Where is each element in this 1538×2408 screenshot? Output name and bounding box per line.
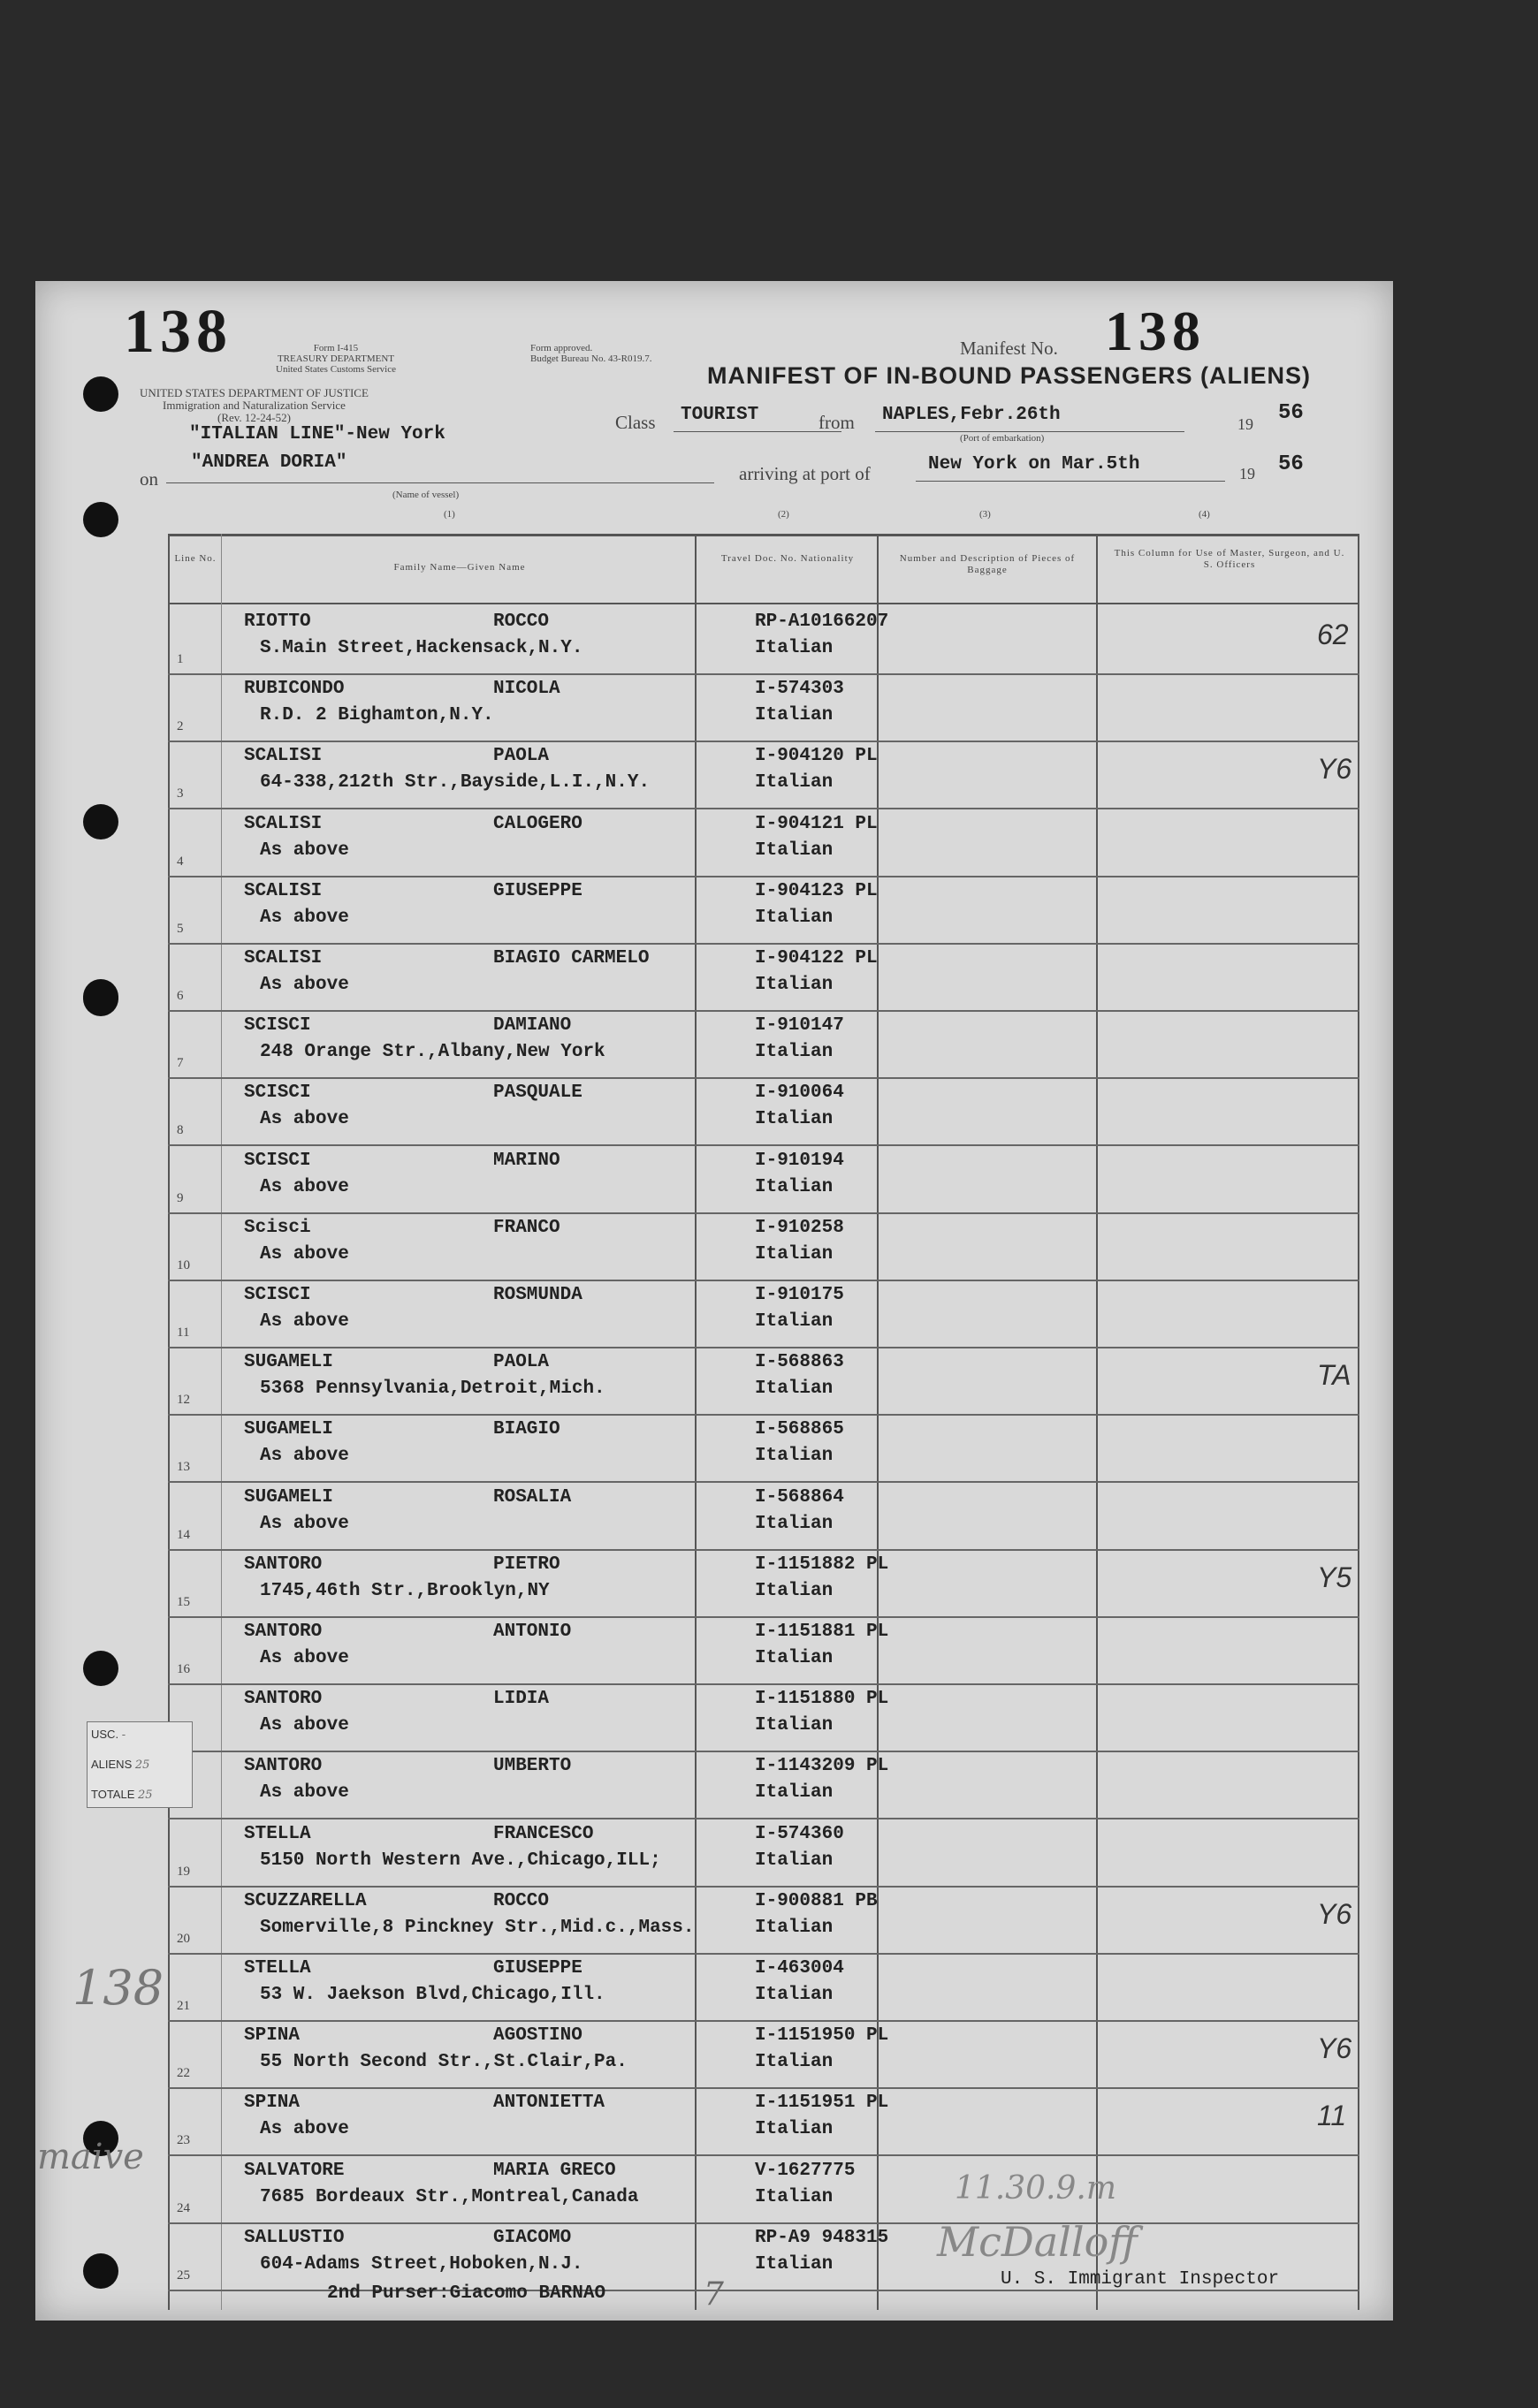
given-name: ANTONIO xyxy=(493,1622,572,1642)
travel-doc-number: I-910064 xyxy=(755,1082,844,1104)
address: As above xyxy=(260,1513,349,1534)
line-number: 11 xyxy=(177,1326,190,1340)
nationality: Italian xyxy=(755,839,834,861)
line-number: 1 xyxy=(177,652,184,666)
manifest-number-left: 138 xyxy=(124,298,232,366)
given-name: FRANCESCO xyxy=(493,1823,594,1844)
family-name: SANTORO xyxy=(244,1689,323,1710)
officer-note: 62 xyxy=(1317,619,1349,650)
line-number: 7 xyxy=(177,1056,184,1071)
given-name: GIUSEPPE xyxy=(493,1958,582,1979)
line-number: 14 xyxy=(177,1527,190,1542)
line-number: 3 xyxy=(177,786,184,801)
col-num-1: (1) xyxy=(444,509,455,520)
address: As above xyxy=(260,1782,349,1804)
manifest-label: Manifest No. xyxy=(960,338,1058,359)
family-name: STELLA xyxy=(244,1823,311,1844)
officer-note: Y5 xyxy=(1317,1561,1352,1593)
passenger-row xyxy=(168,1280,1359,1348)
purser-line: 2nd Purser:Giacomo BARNAO xyxy=(327,2283,606,2304)
address: 248 Orange Str.,Albany,New York xyxy=(260,1042,605,1063)
binder-hole xyxy=(83,2253,118,2289)
passenger-row xyxy=(168,606,1359,675)
ins-service: Immigration and Naturalization Service xyxy=(163,399,346,412)
officer-note: Y6 xyxy=(1317,753,1352,786)
budget-bureau-line: Budget Bureau No. 43-R019.7. xyxy=(530,353,652,364)
passenger-row xyxy=(168,1145,1359,1214)
address: 604-Adams Street,Hoboken,N.J. xyxy=(260,2253,583,2275)
travel-doc-number: I-568863 xyxy=(755,1352,844,1373)
given-name: BIAGIO xyxy=(493,1419,560,1440)
nationality: Italian xyxy=(755,1109,834,1130)
manifest-page xyxy=(35,281,1393,2321)
nationality: Italian xyxy=(755,1715,834,1736)
given-name: MARINO xyxy=(493,1150,560,1171)
travel-doc-number: I-574360 xyxy=(755,1823,844,1844)
arrival-value: New York on Mar.5th xyxy=(928,454,1140,475)
year-2: 56 xyxy=(1278,452,1304,476)
travel-doc-number: I-910258 xyxy=(755,1217,844,1238)
inspector-signature: McDalloff xyxy=(937,2218,1138,2266)
family-name: SPINA xyxy=(244,2025,301,2047)
usc-value: - xyxy=(121,1728,126,1742)
treasury-dept: TREASURY DEPARTMENT xyxy=(277,353,395,364)
line-number: 20 xyxy=(177,1931,190,1946)
nationality: Italian xyxy=(755,1446,834,1467)
address: As above xyxy=(260,1648,349,1668)
nationality: Italian xyxy=(755,772,834,794)
travel-doc-number: I-910194 xyxy=(755,1150,844,1171)
line-number: 10 xyxy=(177,1257,190,1272)
family-name: SPINA xyxy=(244,2093,301,2114)
binder-hole xyxy=(83,376,118,412)
nationality: Italian xyxy=(755,1648,834,1668)
col-header-travel-doc: Travel Doc. No. Nationality xyxy=(720,553,855,564)
binder-hole xyxy=(83,979,118,1014)
passenger-row xyxy=(168,1010,1359,1079)
passenger-row xyxy=(168,876,1359,945)
nationality: Italian xyxy=(755,705,834,726)
family-name: SCISCI xyxy=(244,1150,311,1171)
total-value: 25 xyxy=(138,1789,153,1802)
col-header-name: Family Name—Given Name xyxy=(393,562,526,573)
travel-doc-number: I-1151880 PL xyxy=(755,1689,889,1710)
passenger-row xyxy=(168,1683,1359,1752)
nationality: Italian xyxy=(755,1985,834,2005)
line-number: 12 xyxy=(177,1393,190,1408)
address: As above xyxy=(260,1176,349,1197)
year-1: 56 xyxy=(1278,401,1304,425)
address: R.D. 2 Bighamton,N.Y. xyxy=(260,705,494,726)
col-num-4: (4) xyxy=(1199,509,1210,520)
family-name: SALVATORE xyxy=(244,2160,345,2181)
travel-doc-number: RP-A10166207 xyxy=(755,611,889,632)
vessel-name: "ANDREA DORIA" xyxy=(191,452,347,473)
given-name: ROCCO xyxy=(493,1890,550,1911)
year-prefix-2: 19 xyxy=(1239,465,1255,482)
family-name: RIOTTO xyxy=(244,611,311,632)
binder-hole xyxy=(83,1651,118,1686)
travel-doc-number: I-910175 xyxy=(755,1285,844,1305)
aliens-value: 25 xyxy=(134,1759,150,1772)
class-value: TOURIST xyxy=(681,405,759,425)
given-name: DAMIANO xyxy=(493,1015,572,1037)
margin-note-word: maive xyxy=(37,2137,144,2177)
travel-doc-number: I-900881 PB xyxy=(755,1890,878,1911)
form-approved xyxy=(530,343,651,364)
travel-doc-number: I-1151881 PL xyxy=(755,1622,889,1642)
given-name: UMBERTO xyxy=(493,1756,572,1777)
nationality: Italian xyxy=(755,1782,834,1804)
usc-label: USC. xyxy=(91,1728,119,1741)
family-name: SCUZZARELLA xyxy=(244,1890,367,1911)
purser-mark: 7 xyxy=(704,2276,724,2313)
travel-doc-number: V-1627775 xyxy=(755,2160,856,2181)
passenger-row xyxy=(168,741,1359,809)
line-number: 22 xyxy=(177,2066,190,2081)
address: 1745,46th Str.,Brooklyn,NY xyxy=(260,1580,550,1601)
passenger-row xyxy=(168,943,1359,1012)
given-name: CALOGERO xyxy=(493,813,582,834)
passenger-row xyxy=(168,1347,1359,1416)
binder-hole xyxy=(83,804,118,839)
given-name: FRANCO xyxy=(493,1217,560,1238)
line-number: 8 xyxy=(177,1123,184,1138)
given-name: LIDIA xyxy=(493,1689,550,1710)
address: 5150 North Western Ave.,Chicago,ILL; xyxy=(260,1850,661,1871)
nationality: Italian xyxy=(755,2186,834,2207)
travel-doc-number: I-904123 PL xyxy=(755,880,878,901)
given-name: GIUSEPPE xyxy=(493,880,582,901)
revision-date: (Rev. 12-24-52) xyxy=(217,411,291,424)
officer-note: TA xyxy=(1317,1359,1351,1392)
year-prefix-1: 19 xyxy=(1237,415,1253,433)
line-number: 15 xyxy=(177,1594,190,1609)
nationality: Italian xyxy=(755,1176,834,1197)
col-num-2: (2) xyxy=(778,509,789,520)
nationality: Italian xyxy=(755,975,834,995)
address: As above xyxy=(260,2119,349,2140)
family-name: SCISCI xyxy=(244,1015,311,1037)
address: 64-338,212th Str.,Bayside,L.I.,N.Y. xyxy=(260,772,651,794)
family-name: SUGAMELI xyxy=(244,1352,333,1373)
line-number: 19 xyxy=(177,1864,190,1879)
travel-doc-number: I-463004 xyxy=(755,1958,844,1979)
vessel-caption: (Name of vessel) xyxy=(392,490,460,500)
col-header-line-no: Line No. xyxy=(174,553,217,564)
line-number: 6 xyxy=(177,989,184,1003)
family-name: SCISCI xyxy=(244,1082,311,1104)
given-name: PIETRO xyxy=(493,1553,560,1575)
family-name: SALLUSTIO xyxy=(244,2227,345,2248)
address: As above xyxy=(260,907,349,928)
nationality: Italian xyxy=(755,1917,834,1938)
nationality: Italian xyxy=(755,2253,834,2275)
given-name: GIACOMO xyxy=(493,2227,572,2248)
travel-doc-number: I-904122 PL xyxy=(755,948,878,969)
passenger-row xyxy=(168,2020,1359,2089)
address: As above xyxy=(260,1243,349,1265)
family-name: SANTORO xyxy=(244,1622,323,1642)
travel-doc-number: I-568864 xyxy=(755,1486,844,1508)
nationality: Italian xyxy=(755,1580,834,1601)
address: S.Main Street,Hackensack,N.Y. xyxy=(260,638,583,658)
passenger-row xyxy=(168,809,1359,877)
nationality: Italian xyxy=(755,638,834,658)
nationality: Italian xyxy=(755,1042,834,1063)
binder-hole xyxy=(83,502,118,537)
family-name: SANTORO xyxy=(244,1756,323,1777)
given-name: NICOLA xyxy=(493,679,560,700)
on-label: on xyxy=(140,468,158,490)
line-number: 23 xyxy=(177,2133,190,2148)
address: Somerville,8 Pinckney Str.,Mid.c.,Mass. xyxy=(260,1917,695,1938)
address: As above xyxy=(260,1109,349,1130)
family-name: SUGAMELI xyxy=(244,1419,333,1440)
nationality: Italian xyxy=(755,907,834,928)
passenger-row xyxy=(168,1751,1359,1819)
address: As above xyxy=(260,1715,349,1736)
signature-note: 11.30.9.m xyxy=(955,2170,1116,2207)
col-header-officers: This Column for Use of Master, Surgeon, and U. S. Officers xyxy=(1114,548,1345,570)
nationality: Italian xyxy=(755,2052,834,2073)
margin-note-number: 138 xyxy=(72,1960,164,2016)
tally-total xyxy=(91,1788,188,1802)
travel-doc-number: I-1151951 PL xyxy=(755,2093,889,2114)
family-name: STELLA xyxy=(244,1958,311,1979)
given-name: ROSALIA xyxy=(493,1486,572,1508)
line-number: 9 xyxy=(177,1190,184,1205)
passenger-row xyxy=(168,1414,1359,1483)
tally-box xyxy=(87,1721,193,1808)
passenger-row xyxy=(168,1077,1359,1146)
family-name: SCALISI xyxy=(244,880,323,901)
family-name: SANTORO xyxy=(244,1553,323,1575)
given-name: AGOSTINO xyxy=(493,2025,582,2047)
nationality: Italian xyxy=(755,1311,834,1332)
given-name: MARIA GRECO xyxy=(493,2160,616,2181)
passenger-row xyxy=(168,1953,1359,2022)
manifest-number-right: 138 xyxy=(1105,300,1206,362)
travel-doc-number: I-904121 PL xyxy=(755,813,878,834)
passenger-row xyxy=(168,673,1359,742)
port-of-embarkation: NAPLES,Febr.26th xyxy=(882,405,1061,425)
given-name: ROCCO xyxy=(493,611,550,632)
form-info xyxy=(276,343,396,375)
line-name: "ITALIAN LINE"-New York xyxy=(189,424,445,444)
tally-aliens xyxy=(91,1758,188,1772)
officer-note: Y6 xyxy=(1317,1897,1352,1930)
address: 5368 Pennsylvania,Detroit,Mich. xyxy=(260,1379,605,1400)
nationality: Italian xyxy=(755,1513,834,1534)
address: 7685 Bordeaux Str.,Montreal,Canada xyxy=(260,2186,639,2207)
line-number: 16 xyxy=(177,1662,190,1676)
aliens-label: ALIENS xyxy=(91,1758,133,1771)
given-name: BIAGIO CARMELO xyxy=(493,948,650,969)
given-name: ANTONIETTA xyxy=(493,2093,605,2114)
travel-doc-number: I-904120 PL xyxy=(755,746,878,767)
travel-doc-number: I-910147 xyxy=(755,1015,844,1037)
form-approved-line: Form approved. xyxy=(530,343,593,353)
travel-doc-number: I-574303 xyxy=(755,679,844,700)
passenger-row xyxy=(168,1819,1359,1888)
family-name: SCALISI xyxy=(244,746,323,767)
passenger-row xyxy=(168,1616,1359,1685)
line-number: 25 xyxy=(177,2267,190,2283)
line-number: 21 xyxy=(177,1999,190,2013)
arriving-label: arriving at port of xyxy=(739,463,871,484)
officer-note: Y6 xyxy=(1317,2032,1352,2065)
nationality: Italian xyxy=(755,1379,834,1400)
address: As above xyxy=(260,1311,349,1332)
manifest-title: MANIFEST OF IN-BOUND PASSENGERS (ALIENS) xyxy=(707,362,1312,389)
address: 55 North Second Str.,St.Clair,Pa. xyxy=(260,2052,628,2073)
passenger-row xyxy=(168,1212,1359,1281)
given-name: PAOLA xyxy=(493,746,550,767)
travel-doc-number: I-568865 xyxy=(755,1419,844,1440)
passenger-row xyxy=(168,1549,1359,1618)
given-name: PAOLA xyxy=(493,1352,550,1373)
form-number: Form I-415 xyxy=(313,343,359,353)
family-name: SCALISI xyxy=(244,813,323,834)
officer-note: 11 xyxy=(1317,2100,1347,2132)
col-num-3: (3) xyxy=(979,509,991,520)
customs-service: United States Customs Service xyxy=(276,364,396,375)
nationality: Italian xyxy=(755,2119,834,2140)
port-caption: (Port of embarkation) xyxy=(960,433,1045,444)
address: 53 W. Jaekson Blvd,Chicago,Ill. xyxy=(260,1985,605,2005)
from-label: from xyxy=(818,412,855,433)
given-name: ROSMUNDA xyxy=(493,1285,582,1305)
line-number: 2 xyxy=(177,719,184,734)
family-name: SCALISI xyxy=(244,948,323,969)
line-number: 5 xyxy=(177,921,184,936)
given-name: PASQUALE xyxy=(493,1082,582,1104)
justice-dept: UNITED STATES DEPARTMENT OF JUSTICE xyxy=(140,386,369,399)
inspector-label: U. S. Immigrant Inspector xyxy=(1001,2269,1280,2290)
line-number: 24 xyxy=(177,2200,190,2215)
family-name: Scisci xyxy=(244,1217,311,1238)
travel-doc-number: RP-A9 948315 xyxy=(755,2227,889,2248)
total-label: TOTALE xyxy=(91,1788,135,1801)
nationality: Italian xyxy=(755,1850,834,1871)
passenger-row xyxy=(168,1482,1359,1551)
justice-info xyxy=(140,387,369,424)
passenger-row xyxy=(168,1886,1359,1955)
line-number: 13 xyxy=(177,1460,190,1475)
line-number: 4 xyxy=(177,854,184,869)
travel-doc-number: I-1143209 PL xyxy=(755,1756,889,1777)
passenger-row xyxy=(168,2155,1359,2224)
col-header-baggage: Number and Description of Pieces of Baggage xyxy=(899,553,1076,575)
family-name: RUBICONDO xyxy=(244,679,345,700)
family-name: SUGAMELI xyxy=(244,1486,333,1508)
nationality: Italian xyxy=(755,1243,834,1265)
family-name: SCISCI xyxy=(244,1285,311,1305)
address: As above xyxy=(260,1446,349,1467)
address: As above xyxy=(260,975,349,995)
tally-usc xyxy=(91,1728,188,1742)
class-label: Class xyxy=(615,412,656,433)
travel-doc-number: I-1151882 PL xyxy=(755,1553,889,1575)
passenger-row xyxy=(168,2087,1359,2156)
address: As above xyxy=(260,839,349,861)
travel-doc-number: I-1151950 PL xyxy=(755,2025,889,2047)
